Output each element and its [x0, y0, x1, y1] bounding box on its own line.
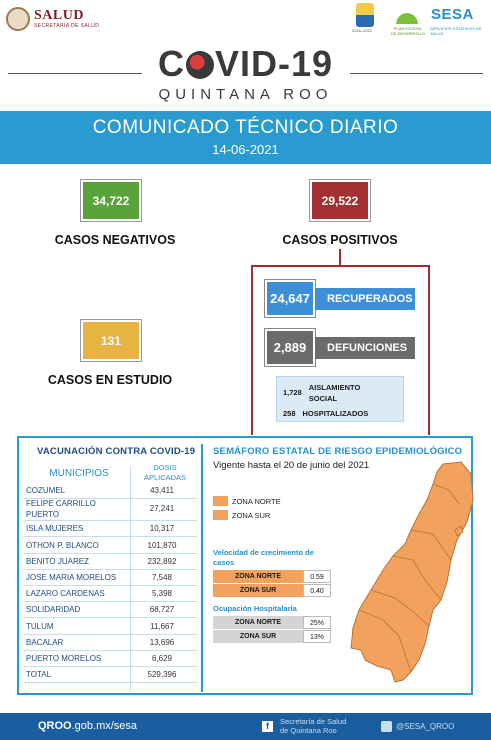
- zona-sur-swatch: [213, 510, 228, 520]
- semaforo-vigencia: Vigente hasta el 20 de junio del 2021: [213, 460, 370, 471]
- footer-url[interactable]: QROO.gob.mx/sesa: [38, 720, 138, 732]
- dosis-aplicadas: 68,727: [149, 605, 175, 615]
- footer-facebook[interactable]: Secretaría de Salud de Quintana Roo: [280, 717, 347, 735]
- header-logos: [0, 0, 491, 40]
- table-row: [23, 622, 197, 631]
- municipio-name: SOLIDARIDAD: [26, 605, 81, 615]
- panel-divider: [201, 444, 203, 692]
- page-subtitle: QUINTANA ROO: [158, 86, 333, 103]
- dosis-aplicadas: 5,398: [151, 589, 173, 599]
- salud-wordmark: SALUD: [34, 8, 84, 23]
- sesa-logo: SESA: [431, 6, 474, 23]
- municipio-name: OTHON P. BLANCO: [26, 540, 99, 550]
- dosis-aplicadas: 101,870: [147, 540, 177, 550]
- twitter-icon[interactable]: [381, 721, 392, 732]
- banner-date: 14-06-2021: [212, 142, 279, 157]
- vacunacion-title: VACUNACIÓN CONTRA COVID-19: [37, 446, 196, 457]
- positivos-value-box: 29,522: [310, 180, 370, 221]
- plan-estatal-logo-icon: [394, 4, 420, 24]
- table-row: [23, 524, 197, 533]
- quintana-roo-seal-icon: [356, 3, 374, 27]
- legend-zona-norte: ZONA NORTE: [213, 496, 281, 506]
- table-row: [23, 573, 197, 582]
- footer-twitter[interactable]: @SESA_QROO: [396, 722, 455, 731]
- ocupacion-row-norte: ZONA NORTE 25%: [213, 616, 331, 629]
- table-row: [23, 605, 197, 614]
- row-divider: [23, 634, 197, 635]
- hospitalizados-row: [283, 409, 368, 418]
- municipio-name: COZUMEL: [26, 486, 66, 495]
- col-municipios: MUNICIPIOS: [49, 468, 109, 479]
- positivos-detail-panel: [276, 376, 404, 422]
- banner-title: COMUNICADO TÉCNICO DIARIO: [92, 117, 399, 138]
- velocidad-title: Velocidad de crecimiento de casos: [213, 548, 314, 567]
- salud-subtitle: SECRETARÍA DE SALUD: [34, 23, 100, 29]
- municipio-name: LAZARO CARDENAS: [26, 589, 105, 599]
- dosis-aplicadas: 232,892: [147, 556, 177, 566]
- positivos-label: CASOS POSITIVOS: [282, 233, 398, 247]
- row-divider: [23, 553, 197, 554]
- table-row: [23, 498, 197, 520]
- mexico-seal-icon: [6, 7, 30, 31]
- table-row: [23, 589, 197, 598]
- row-divider: [23, 601, 197, 602]
- dosis-aplicadas: 11,667: [150, 621, 174, 631]
- vaccination-semaforo-panel: [17, 436, 473, 695]
- report-banner: [0, 111, 491, 164]
- table-row: [23, 557, 197, 566]
- aislamiento-row: [283, 382, 360, 404]
- dosis-aplicadas: 13,696: [149, 637, 175, 647]
- hospitalizados-label: HOSPITALIZADOS: [302, 409, 369, 418]
- defunciones-value-box: 2,889: [265, 329, 315, 366]
- gob-caption: 2016–2022: [352, 28, 373, 33]
- col-dosis: DOSIS APLICADAS: [143, 463, 187, 482]
- municipio-name: JOSE MARIA MORELOS: [26, 573, 117, 582]
- row-divider: [23, 569, 197, 570]
- municipio-name: BENITO JUAREZ: [26, 556, 89, 566]
- velocidad-row-norte: ZONA NORTE 0.59: [213, 570, 331, 583]
- salud-logo: [6, 7, 99, 31]
- municipio-name: FELIPE CARRILLO PUERTO: [26, 499, 96, 520]
- page-title: C VID-19: [157, 43, 334, 84]
- semaforo-title: SEMÁFORO ESTATAL DE RIESGO EPIDEMIOLÓGICO: [213, 446, 463, 457]
- negativos-label: CASOS NEGATIVOS: [54, 233, 176, 247]
- velocidad-row-sur: ZONA SUR 0.40: [213, 584, 331, 597]
- facebook-icon[interactable]: f: [262, 721, 273, 732]
- ocupacion-title: Ocupación Hospitalaria: [213, 604, 297, 613]
- municipio-name: BACALAR: [26, 637, 64, 647]
- municipio-name: PUERTO MORELOS: [26, 654, 102, 663]
- dosis-aplicadas: 43,411: [150, 486, 174, 495]
- row-divider: [23, 666, 197, 667]
- row-divider: [23, 682, 197, 683]
- legend-zona-sur: ZONA SUR: [213, 510, 270, 520]
- dosis-aplicadas: 6,629: [151, 654, 173, 663]
- row-divider: [23, 585, 197, 586]
- municipio-name: TULUM: [26, 621, 54, 631]
- row-divider: [23, 536, 197, 537]
- municipio-name: ISLA MUJERES: [26, 524, 84, 534]
- recuperados-value-box: 24,647: [265, 280, 315, 317]
- dosis-aplicadas: 27,241: [149, 504, 175, 514]
- positivos-connector: [339, 249, 341, 266]
- table-row: [23, 486, 197, 495]
- quintana-roo-map: [349, 460, 475, 685]
- zona-norte-swatch: [213, 496, 228, 506]
- table-row: [23, 670, 197, 679]
- aislamiento-value: 1,728: [283, 388, 302, 397]
- estudio-value-box: 131: [81, 320, 141, 361]
- aislamiento-label-2: SOCIAL: [308, 394, 338, 403]
- row-divider: [23, 650, 197, 651]
- ocupacion-row-sur: ZONA SUR 13%: [213, 630, 331, 643]
- municipio-name: TOTAL: [26, 670, 52, 680]
- sesa-subtitle: SERVICIOS ESTATALES DE SALUD: [430, 26, 482, 36]
- dosis-aplicadas: 10,317: [149, 524, 175, 534]
- row-divider: [23, 617, 197, 618]
- table-row: [23, 654, 197, 663]
- footer: [0, 713, 491, 740]
- table-row: [23, 638, 197, 647]
- hospitalizados-value: 258: [283, 409, 296, 418]
- table-row: [23, 541, 197, 550]
- defunciones-label: DEFUNCIONES: [315, 337, 415, 359]
- row-divider: [23, 520, 197, 521]
- plan-caption: PLAN ESTATAL DE DESARROLLO: [391, 26, 426, 36]
- negativos-value-box: 34,722: [81, 180, 141, 221]
- estudio-label: CASOS EN ESTUDIO: [47, 373, 173, 387]
- recuperados-label: RECUPERADOS: [315, 288, 415, 310]
- dosis-aplicadas: 529,396: [147, 670, 177, 680]
- dosis-aplicadas: 7,548: [151, 573, 173, 582]
- coronavirus-icon: [186, 51, 214, 79]
- aislamiento-label-1: AISLAMIENTO: [308, 383, 361, 392]
